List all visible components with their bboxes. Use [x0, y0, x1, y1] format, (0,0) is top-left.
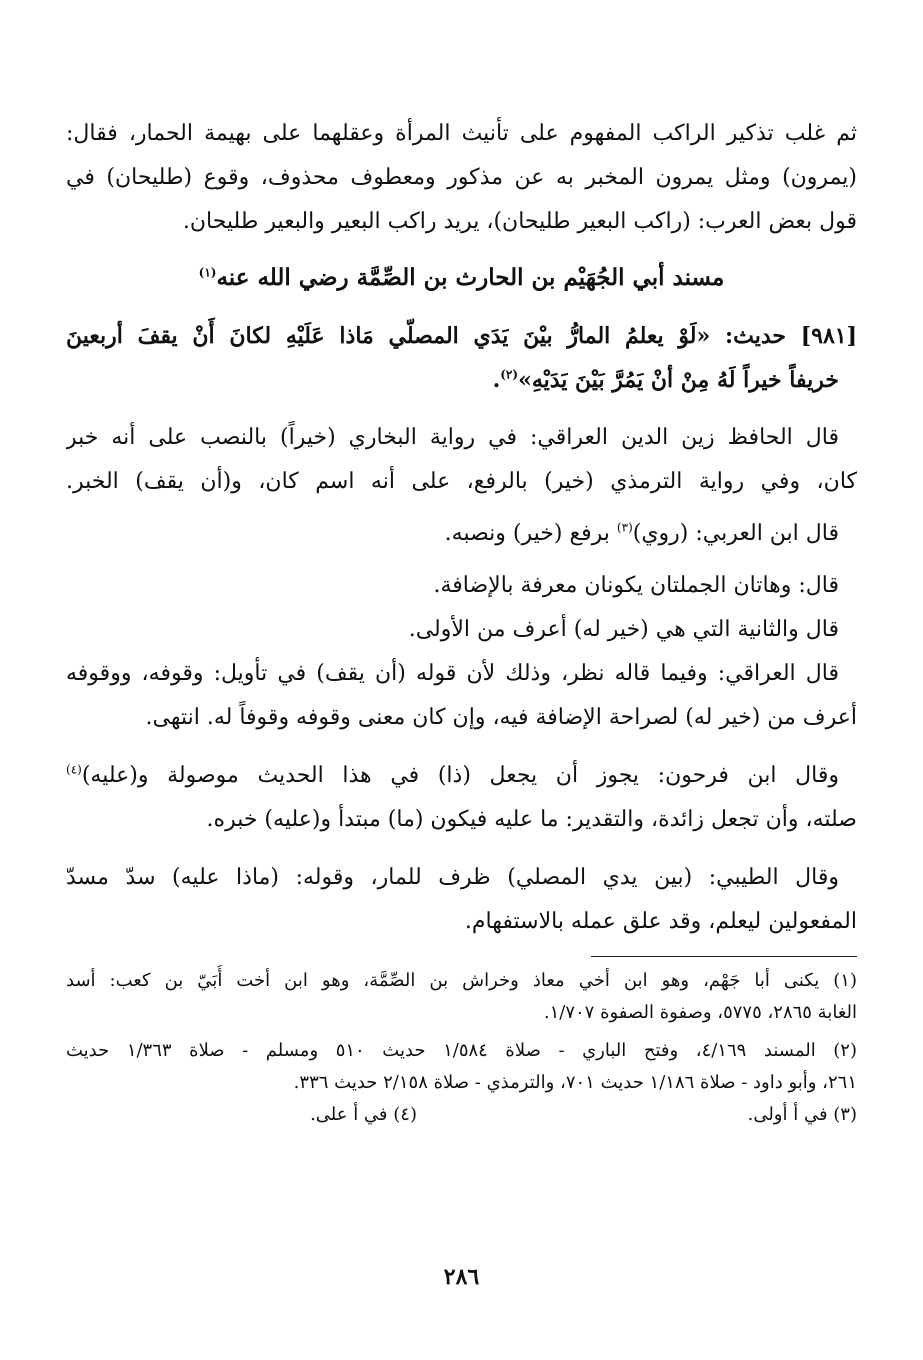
paragraph-intro: [66, 112, 857, 244]
page-number: ٢٨٦: [443, 1264, 480, 1290]
text-span: وقال ابن فرحون: يجوز أن يجعل (ذا) في هذا الحديث موصولة و(عليه): [81, 763, 839, 788]
footnote-line: ٢٦١، وأبو داود - صلاة ١/١٨٦ حديث ٧٠١، والترمذي - صلاة ٢/١٥٨ حديث ٣٣٦.: [293, 1072, 857, 1093]
footnote-4: (٤) في أ على.: [310, 1104, 417, 1125]
text-span: برفع (خير) ونصبه.: [444, 521, 617, 546]
footnote-ref: (٢): [500, 367, 519, 382]
text-line: وقال الطيبي: (بين يدي المصلي) ظرف للمار، وقوله: (ماذا عليه) سدّ مسدّ: [66, 865, 839, 890]
paragraph-idafa: قال: وهاتان الجملتان يكونان معرفة بالإضافة.: [433, 573, 839, 598]
text-line: قال العراقي: وفيما قاله نظر، وذلك لأن قوله (أن يقف) في تأويل: وقوفه، ووقوفه: [66, 661, 839, 686]
footnote-line: الغابة ٢٨٦٥، ٥٧٧٥، وصفوة الصفوة ١/٧٠٧.: [543, 1002, 857, 1023]
hadith-line-last: [66, 358, 857, 402]
footnotes: [66, 965, 857, 1131]
text-line: المفعولين ليعلم، وقد علق عمله بالاستفهام.: [464, 909, 857, 934]
footnote-pair: [66, 1099, 857, 1131]
text-line: [66, 754, 857, 798]
hadith-block: [66, 314, 857, 402]
text-line: قال الحافظ زين الدين العراقي: في رواية البخاري (خيراً) بالنصب على أنه خبر: [66, 425, 839, 450]
footnote-line: (١) يكنى أبا جَهْم، وهو ابن أخي معاذ وخراش بن الصِّمَّة، وهو ابن أخت أُبَيّ بن كعب: أسد: [66, 970, 857, 991]
paragraph-ibn-arabi: [66, 512, 857, 556]
footnote-ref: (٣): [616, 520, 633, 535]
hadith-end: .: [492, 367, 501, 393]
footnote-divider: [591, 956, 857, 957]
footnote-ref: (٤): [66, 762, 82, 777]
paragraph-second: قال والثانية التي هي (خير له) أعرف من الأولى.: [408, 617, 839, 642]
text-line: قول بعض العرب: (راكب البعير طليحان)، يريد راكب البعير والبعير طليحان.: [182, 209, 857, 234]
text-line: كان، وفي رواية الترمذي (خير) بالرفع، على أنه اسم كان، و(أن يقف) الخبر.: [66, 469, 857, 494]
text-line: (يمرون) ومثل يمرون المخبر به عن مذكور ومعطوف محذوف، وقوع (طليحان) في: [66, 165, 857, 190]
text-line: صلته، وأن تجعل زائدة، والتقدير: ما عليه فيكون (ما) مبتدأ و(عليه) خبره.: [206, 807, 857, 832]
section-heading: [66, 256, 857, 300]
footnote-ref: (١): [198, 265, 217, 280]
paragraph-iraqi-reply: [66, 652, 857, 740]
text-line: أعرف من (خير له) لصراحة الإضافة فيه، وإن كان معنى وقوفه وقوفاً له. انتهى.: [145, 705, 857, 730]
hadith-line: [٩٨١] حديث: «لَوْ يعلمُ المارُّ بيْنَ يَدَي المصلّي مَاذا عَلَيْهِ لكانَ أَنْ يقفَ أربعينَ: [66, 323, 857, 349]
hadith-text: خريفاً خيراً لَهُ مِنْ أنْ يَمُرَّ بَيْنَ يَدَيْهِ»: [518, 367, 839, 393]
text-line: ثم غلب تذكير الراكب المفهوم على تأنيث المرأة وعقلهما على بهيمة الحمار، فقال:: [66, 121, 857, 146]
heading-text: مسند أبي الجُهَيْم بن الحارث بن الصِّمَّة رضي الله عنه: [216, 264, 725, 291]
footnote-3: (٣) في أ أولى.: [747, 1104, 857, 1125]
footnote-line: (٢) المسند ٤/١٦٩، وفتح الباري - صلاة ١/٥٨٤ حديث ٥١٠ ومسلم - صلاة ١/٣٦٣ حديث: [66, 1040, 857, 1061]
paragraph-ibn-farhun: [66, 754, 857, 842]
paragraph-iraqi: [66, 416, 857, 504]
text-span: قال ابن العربي: (روي): [632, 521, 839, 546]
paragraph-tibi: [66, 856, 857, 944]
